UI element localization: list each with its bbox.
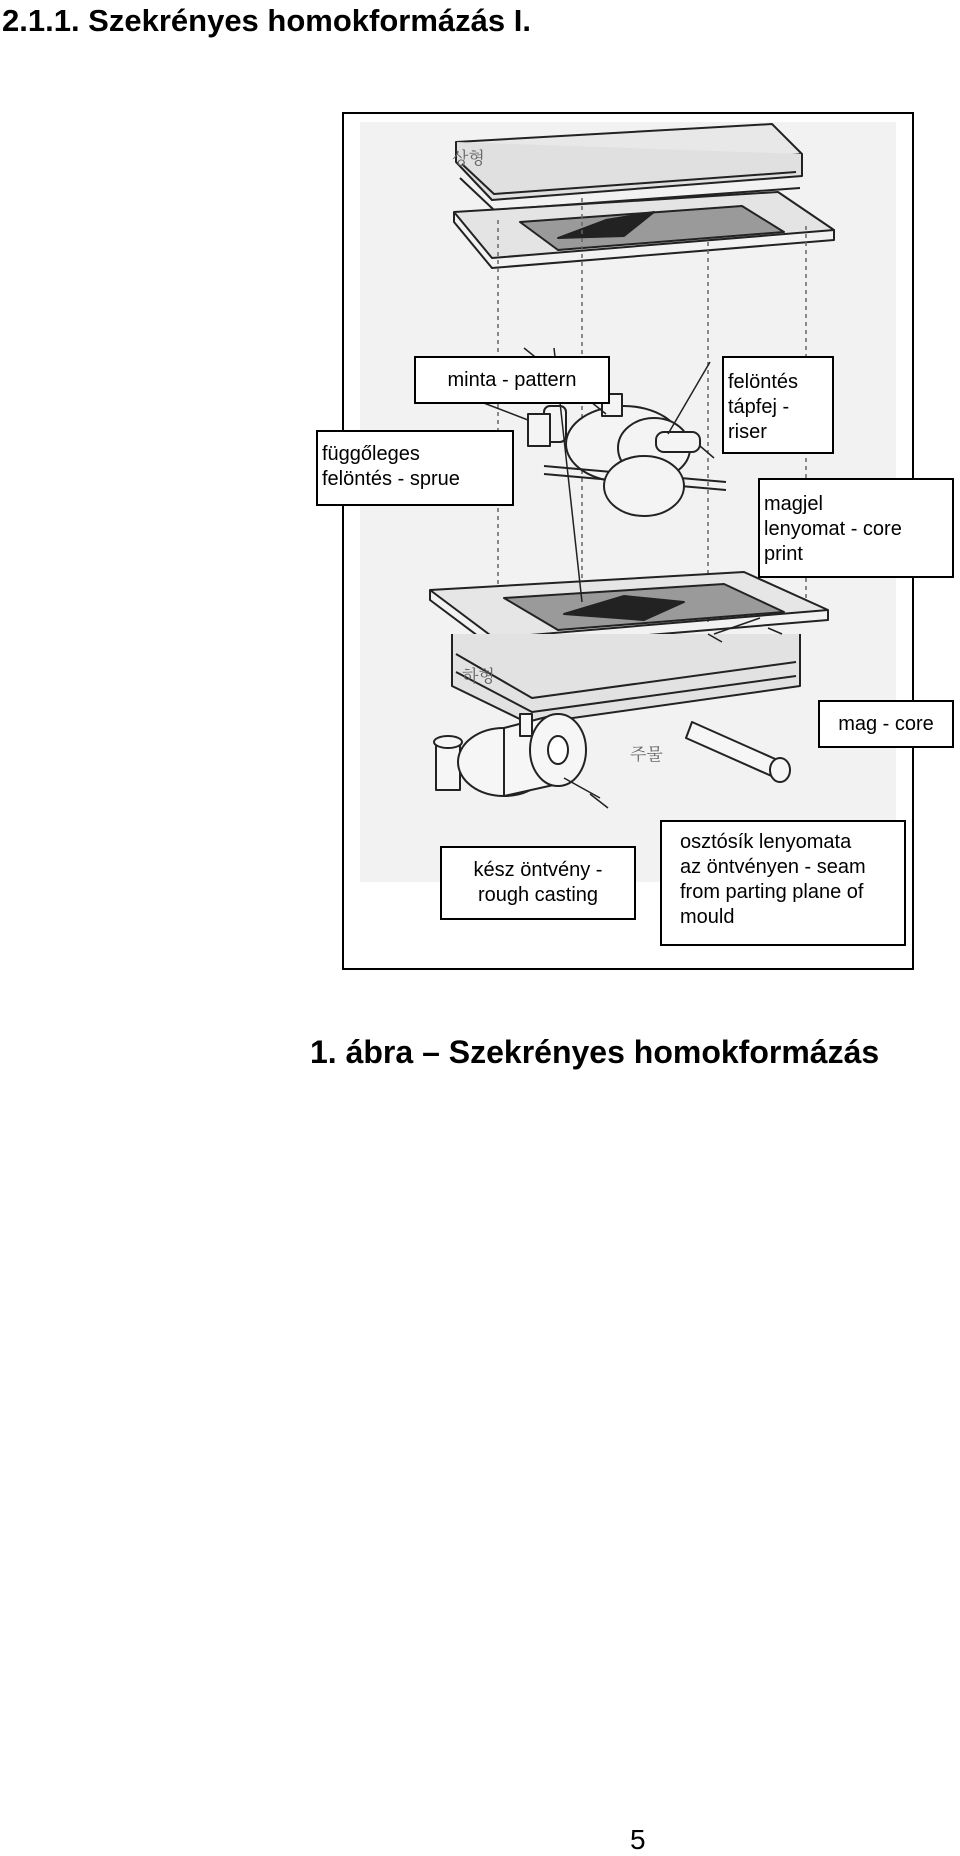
casting-label-korean: 주물 bbox=[630, 745, 663, 765]
cope-label-korean: 상형 bbox=[452, 149, 485, 169]
figure-caption: 1. ábra – Szekrényes homokformázás bbox=[310, 1034, 880, 1070]
callout-sprue: függőleges felöntés - sprue bbox=[316, 430, 514, 506]
callout-core: mag - core bbox=[818, 700, 954, 748]
callout-pattern: minta - pattern bbox=[414, 356, 610, 404]
callout-rough-casting: kész öntvény - rough casting bbox=[440, 846, 636, 920]
section-title: 2.1.1. Szekrényes homokformázás I. bbox=[2, 3, 531, 38]
callout-core-print: magjel lenyomat - core print bbox=[758, 478, 954, 578]
page-number: 5 bbox=[630, 1824, 646, 1855]
drag-label-korean: 하형 bbox=[462, 667, 495, 687]
callout-riser: felöntés tápfej - riser bbox=[722, 356, 834, 454]
callout-seam: osztósík lenyomata az öntvényen - seam from parting plane of mould bbox=[660, 820, 906, 946]
